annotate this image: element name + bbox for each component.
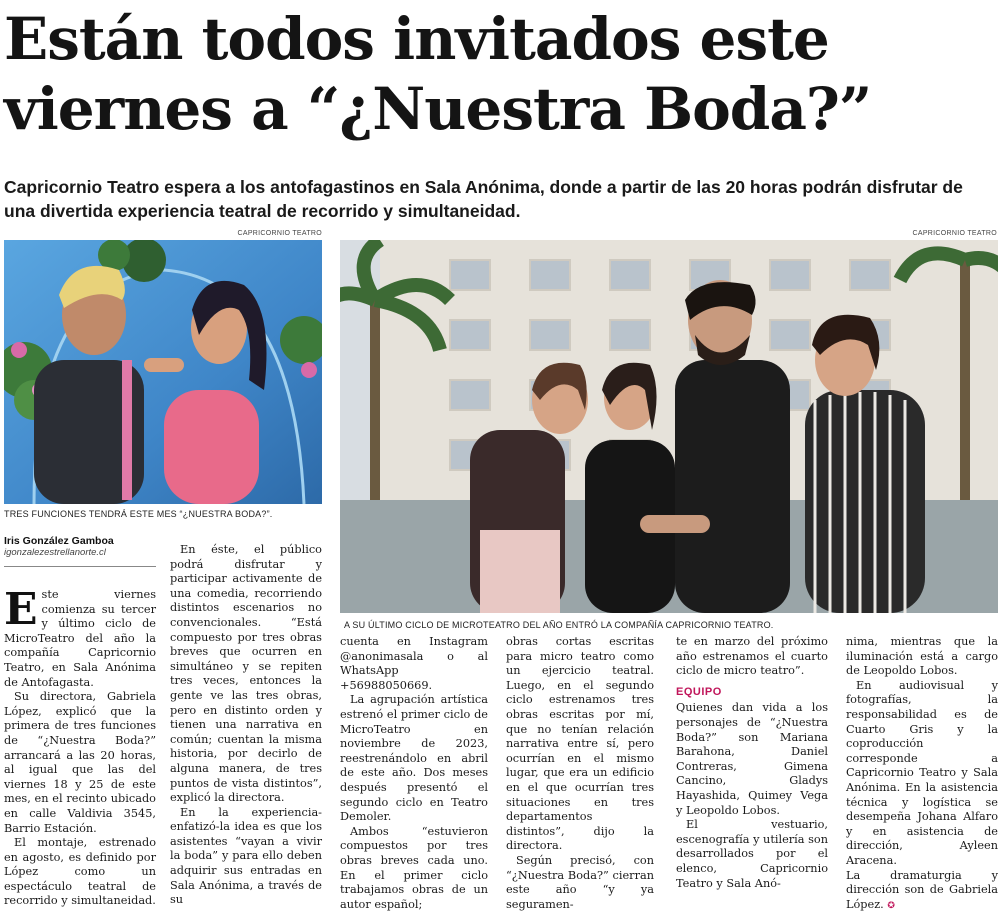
col1-paragraph-3: El montaje, estrenado en agosto, es definido por López como un espectáculo teatral de recorrido y simultaneidad. xyxy=(4,836,156,908)
article-column-6 xyxy=(846,635,998,913)
end-mark-icon: ✪ xyxy=(887,900,895,911)
col2-paragraph-1: En éste, el público podrá disfrutar y participar activamente de una comedia, recorriendo distintos escenarios no convencionales. “Está compuesto por tres obras breves que ocurren en simultáneo y se repiten tres veces, entonces la gente ve las tres obras, pero en distinto orden y tienen una narrativa en común; cuentan la misma historia, por decirlo de alguna manera, de tres puntos de vista distintos”, explicó la directora. xyxy=(170,543,322,805)
col4-paragraph-1: obras cortas escritas para micro teatro como un ejercicio teatral. Luego, en el segundo ciclo estrenamos tres obras escritas por mí, que no tenían relación narrativa entre sí, pero ocurrían en el mismo lugar, que era un edificio en el que ocurrían tres situaciones en tres departamentos distintos”, dijo la directora. xyxy=(506,635,654,853)
photo-cast xyxy=(340,240,998,613)
col5-paragraph-2: Quienes dan vida a los personajes de “¿Nuestra Boda?” son Mariana Barahona, Daniel Contreras, Gimena Cancino, Gladys Hayashida, Quimey Vega y Leopoldo Lobos. xyxy=(676,701,828,817)
col6-paragraph-3: La dramaturgia y dirección son de Gabriela López. xyxy=(846,868,998,911)
col6-paragraph-2: En audiovisual y fotografías, la responsabilidad es de Cuarto Gris y la coproducción corresponde a Capricornio Teatro y Sala Anónima. En la asistencia técnica y logística se desempeña Johana Alfaro y en asistencia de dirección, Ayleen Aracena. xyxy=(846,678,998,867)
col1-paragraph-1: ste viernes comienza su tercer y último ciclo de MicroTeatro del año la compañía Capricornio Teatro, en Sala Anónima de Antofagasta. xyxy=(4,588,156,689)
author-email: igonzalezestrellanorte.cl xyxy=(4,547,106,558)
subheadline: Capricornio Teatro espera a los antofagastinos en Sala Anónima, donde a partir de las 20 horas podrán disfrutar de una divertida experiencia teatral de recorrido y simultaneidad. xyxy=(4,177,963,221)
photo1-credit: CAPRICORNIO TEATRO xyxy=(237,230,322,237)
col2-paragraph-2: En la experiencia-enfatizó-la idea es que los asistentes “vayan a vivir la boda” y para ello deben adquirir sus entradas en Sala Anónima, a través de su xyxy=(170,805,322,907)
section-heading-equipo: EQUIPO xyxy=(676,685,722,698)
article-column-2 xyxy=(170,543,322,908)
col6-paragraph-1: nima, mientras que la iluminación está a cargo de Leopoldo Lobos. xyxy=(846,635,998,678)
photo2-credit: CAPRICORNIO TEATRO xyxy=(912,230,997,237)
col5-paragraph-3: El vestuario, escenografía y utilería son desarrollados por el elenco, Capricornio Teatro y Sala Anó- xyxy=(676,818,828,890)
byline xyxy=(4,535,164,558)
col5-paragraph-1: te en marzo del próximo año estrenamos el cuarto ciclo de micro teatro”. xyxy=(676,635,828,678)
col3-paragraph-3: Ambos “estuvieron compuestos por tres obras breves cada uno. En el primer ciclo trabajamos obras de un autor español; xyxy=(340,824,488,911)
col3-paragraph-1: cuenta en Instagram @anonimasala o al WhatsApp +56988050669. xyxy=(340,635,488,692)
headline: Están todos invitados este viernes a “¿Nuestra Boda?” xyxy=(4,5,872,143)
photo-couple xyxy=(4,240,322,504)
photo2-caption: A SU ÚLTIMO CICLO DE MICROTEATRO DEL AÑO ENTRÓ LA COMPAÑÍA CAPRICORNIO TEATRO. xyxy=(344,620,774,630)
col4-paragraph-2: Según precisó, con “¿Nuestra Boda?” cierran este año “y ya seguramen- xyxy=(506,853,654,911)
article-column-5 xyxy=(676,635,828,891)
article-column-1 xyxy=(4,584,156,909)
photo-couple-image xyxy=(4,240,322,504)
drop-cap: E xyxy=(4,584,38,635)
photo-cast-image xyxy=(340,240,998,613)
col3-paragraph-2: La agrupación artística estrenó el primer ciclo de MicroTeatro en noviembre de 2023, reestrenándolo en abril de este año. Dos meses después presentó el segundo ciclo en Teatro Demoler. xyxy=(340,693,488,824)
article-column-4 xyxy=(506,635,654,912)
author-name: Iris González Gamboa xyxy=(4,535,114,547)
byline-rule xyxy=(4,566,156,567)
photo1-caption: TRES FUNCIONES TENDRÁ ESTE MES “¿NUESTRA BODA?”. xyxy=(4,509,273,519)
col1-paragraph-2: Su directora, Gabriela López, explicó que la primera de tres funciones de “¿Nuestra Boda?” arrancará a las 20 horas, al igual que las del viernes 18 y 25 de este mes, en el recinto ubicado en calle Valdivia 3545, Barrio Estación. xyxy=(4,690,156,835)
article-column-3 xyxy=(340,635,488,912)
